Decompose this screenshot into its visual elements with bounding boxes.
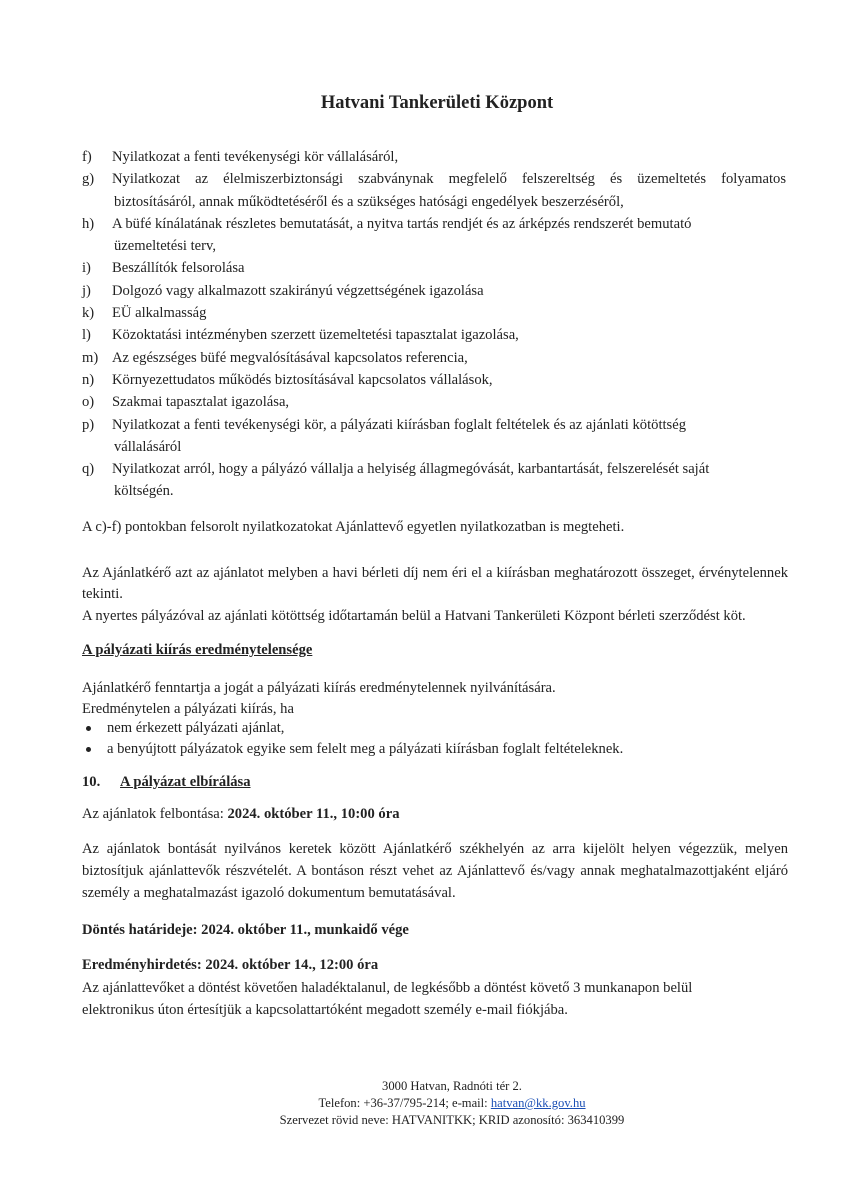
- list-item: [82, 458, 786, 503]
- section-heading-unsuccessful: A pályázati kiírás eredménytelensége: [82, 642, 313, 658]
- list-letter: q): [82, 461, 95, 478]
- list-item: [82, 414, 786, 459]
- list-text: Az egészséges büfé megvalósításával kapcsolatos referencia,: [112, 349, 468, 366]
- list-text: Dolgozó vagy alkalmazott szakirányú végzettségének igazolása: [112, 282, 484, 299]
- list-text: EÜ alkalmasság: [112, 305, 207, 322]
- footer-contact: [0, 1095, 848, 1112]
- section-number: 10.: [82, 774, 101, 790]
- bullet-list: [82, 718, 788, 760]
- paragraph-reserve: Ajánlatkérő fenntartja a jogát a pályázati kiírás eredménytelennek nyilvánítására.: [82, 680, 556, 696]
- list-text: Beszállítók felsorolása: [112, 260, 245, 277]
- page-title: Hatvani Tankerületi Központ: [320, 93, 554, 113]
- list-letter: k): [82, 305, 95, 322]
- list-text: biztosításáról, annak működtetéséről és a szükséges hatósági engedélyek beszerzéséről,: [114, 193, 624, 210]
- notification-line: Az ajánlattevőket a döntést követően haladéktalanul, de legkésőbb a döntést követő 3 munkanapon belül: [82, 980, 693, 996]
- list-item: [82, 391, 786, 413]
- footer-address: 3000 Hatvan, Radnóti tér 2.: [382, 1079, 522, 1093]
- list-text: Nyilatkozat az élelmiszerbiztonsági szabványnak megfelelő felszereltség és üzemeltetés folyamatos: [112, 171, 786, 188]
- list-letter: f): [82, 149, 92, 165]
- bullet-text: a benyújtott pályázatok egyike sem felelt meg a pályázati kiírásban foglalt feltételeknek.: [107, 741, 624, 757]
- list-letter: n): [82, 371, 95, 388]
- footer-phone: Telefon: +36-37/795-214; e-mail:: [318, 1096, 491, 1110]
- list-letter: h): [82, 215, 95, 232]
- list-text: Nyilatkozat a fenti tevékenységi kör vállalásáról,: [112, 149, 399, 165]
- list-item: [82, 280, 786, 302]
- list-text: A büfé kínálatának részletes bemutatását, a nyitva tartás rendjét és az árképzés rendszerét bemutató: [112, 215, 692, 232]
- decision-deadline: Döntés határideje: 2024. október 11., munkaidő vége: [82, 922, 409, 938]
- paragraph-unsuccessful-if: Eredménytelen a pályázati kiírás, ha: [82, 701, 294, 717]
- paragraph-opening-details: Az ajánlatok bontását nyilvános keretek között Ajánlatkérő székhelyén az arra kijelölt helyen végezzük, melyen biztosítjuk ajánlattevők részvételét. A bontáson részt vehet az Ajánlattevő és/vagy annak meghatalmazottjaként eljáró személy a meghatalmazást igazoló dokumentum bemutatásával.: [82, 841, 788, 901]
- footer: [0, 1078, 848, 1129]
- list-item: [82, 257, 786, 279]
- section-heading-evaluation: [82, 772, 788, 793]
- list-text: Közoktatási intézményben szerzett üzemeltetési tapasztalat igazolása,: [112, 327, 519, 344]
- result-announcement: Eredményhirdetés: 2024. október 14., 12:00 óra: [82, 957, 379, 973]
- opening-label: Az ajánlatok felbontása:: [82, 806, 228, 822]
- list-text: vállalásáról: [114, 438, 182, 455]
- paragraph-winner: A nyertes pályázóval az ajánlati kötöttség időtartamán belül a Hatvani Tankerületi Központ bérleti szerződést köt.: [82, 608, 746, 624]
- list-text: Szakmai tapasztalat igazolása,: [112, 394, 290, 411]
- requirements-list: [82, 146, 786, 503]
- paragraph-notification: [82, 977, 788, 1021]
- section-title: A pályázat elbírálása: [120, 774, 251, 790]
- list-letter: o): [82, 394, 95, 411]
- footer-email-link[interactable]: hatvan@kk.gov.hu: [490, 1096, 586, 1110]
- opening-date: 2024. október 11., 10:00 óra: [227, 806, 400, 822]
- list-item: [82, 213, 786, 258]
- list-text: üzemeltetési terv,: [114, 238, 216, 255]
- list-item: [82, 347, 786, 369]
- list-item: [82, 324, 786, 346]
- list-item: [82, 739, 788, 760]
- list-letter: p): [82, 416, 95, 433]
- list-item: [82, 718, 788, 739]
- list-item: [82, 369, 786, 391]
- list-item: [82, 168, 786, 213]
- paragraph-opening: [82, 804, 788, 825]
- list-letter: l): [82, 327, 91, 344]
- list-letter: m): [82, 349, 99, 366]
- notification-line: elektronikus úton értesítjük a kapcsolattartóként megadott személy e-mail fiókjába.: [82, 1002, 568, 1018]
- list-item: [82, 302, 786, 324]
- bullet-icon: [82, 718, 107, 739]
- list-letter: g): [82, 171, 95, 188]
- list-letter: i): [82, 260, 91, 277]
- paragraph-invalid-offer: Az Ajánlatkérő azt az ajánlatot melyben a havi bérleti díj nem éri el a kiírásban meghatározott összeget, érvénytelennek tekinti.: [82, 565, 788, 602]
- list-letter: j): [82, 282, 91, 299]
- paragraph-statement: A c)-f) pontokban felsorolt nyilatkozatokat Ajánlattevő egyetlen nyilatkozatban is megteheti.: [82, 519, 625, 535]
- footer-org: Szervezet rövid neve: HATVANITKK; KRID azonosító: 363410399: [279, 1113, 625, 1127]
- bullet-text: nem érkezett pályázati ajánlat,: [107, 720, 285, 736]
- list-item: [82, 146, 786, 168]
- bullet-icon: [82, 739, 107, 760]
- list-text: Nyilatkozat arról, hogy a pályázó vállalja a helyiség állagmegóvását, karbantartását, felszerelését saját: [112, 461, 710, 478]
- list-text: költségén.: [114, 483, 174, 500]
- list-text: Környezettudatos működés biztosításával kapcsolatos vállalások,: [112, 371, 493, 388]
- list-text: Nyilatkozat a fenti tevékenységi kör, a pályázati kiírásban foglalt feltételek és az ajánlati kötöttség: [112, 416, 687, 433]
